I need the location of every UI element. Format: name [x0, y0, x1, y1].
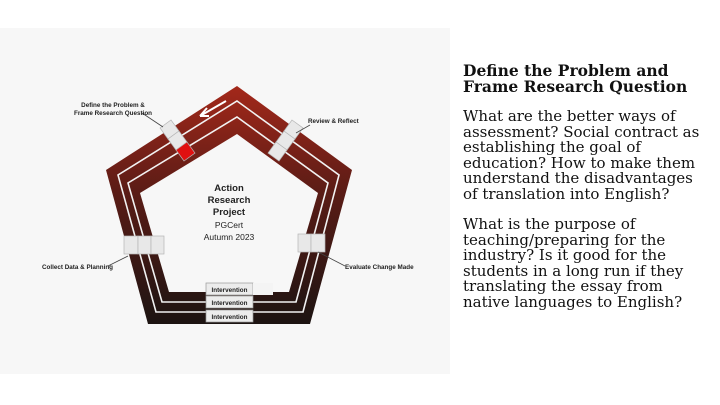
label-define-line2: Frame Research Question: [73, 110, 153, 117]
label-collect: Collect Data & Planning: [42, 264, 114, 271]
intervention-label: Intervention: [211, 300, 248, 307]
label-review: Review & Reflect: [308, 118, 359, 125]
center-subtitle-line2: Autumn 2023: [203, 232, 255, 242]
label-define-line1: Define the Problem &: [81, 102, 145, 109]
segment-evaluate: [298, 234, 325, 252]
center-title-line2: Research: [207, 195, 251, 206]
intervention-label: Intervention: [211, 314, 248, 321]
panel-heading: Define the Problem and Frame Research Question: [463, 61, 688, 96]
panel-paragraph-1: What are the better ways of assessment? Social contract as establishing the goal of education? How to make them understand the disadvantages of translation into English?: [463, 107, 700, 203]
intervention-label: Intervention: [211, 287, 248, 294]
segment-collect: [124, 236, 164, 254]
center-title-line3: Project: [212, 207, 246, 218]
center-subtitle-line1: PGCert: [214, 220, 244, 230]
label-evaluate: Evaluate Change Made: [345, 264, 414, 271]
center-title-line1: Action: [214, 183, 244, 194]
panel-paragraph-2: What is the purpose of teaching/preparing for the industry? Is it good for the students in a long run if they translating the essay from native languages to English?: [463, 215, 684, 311]
text-panel: [463, 63, 708, 325]
